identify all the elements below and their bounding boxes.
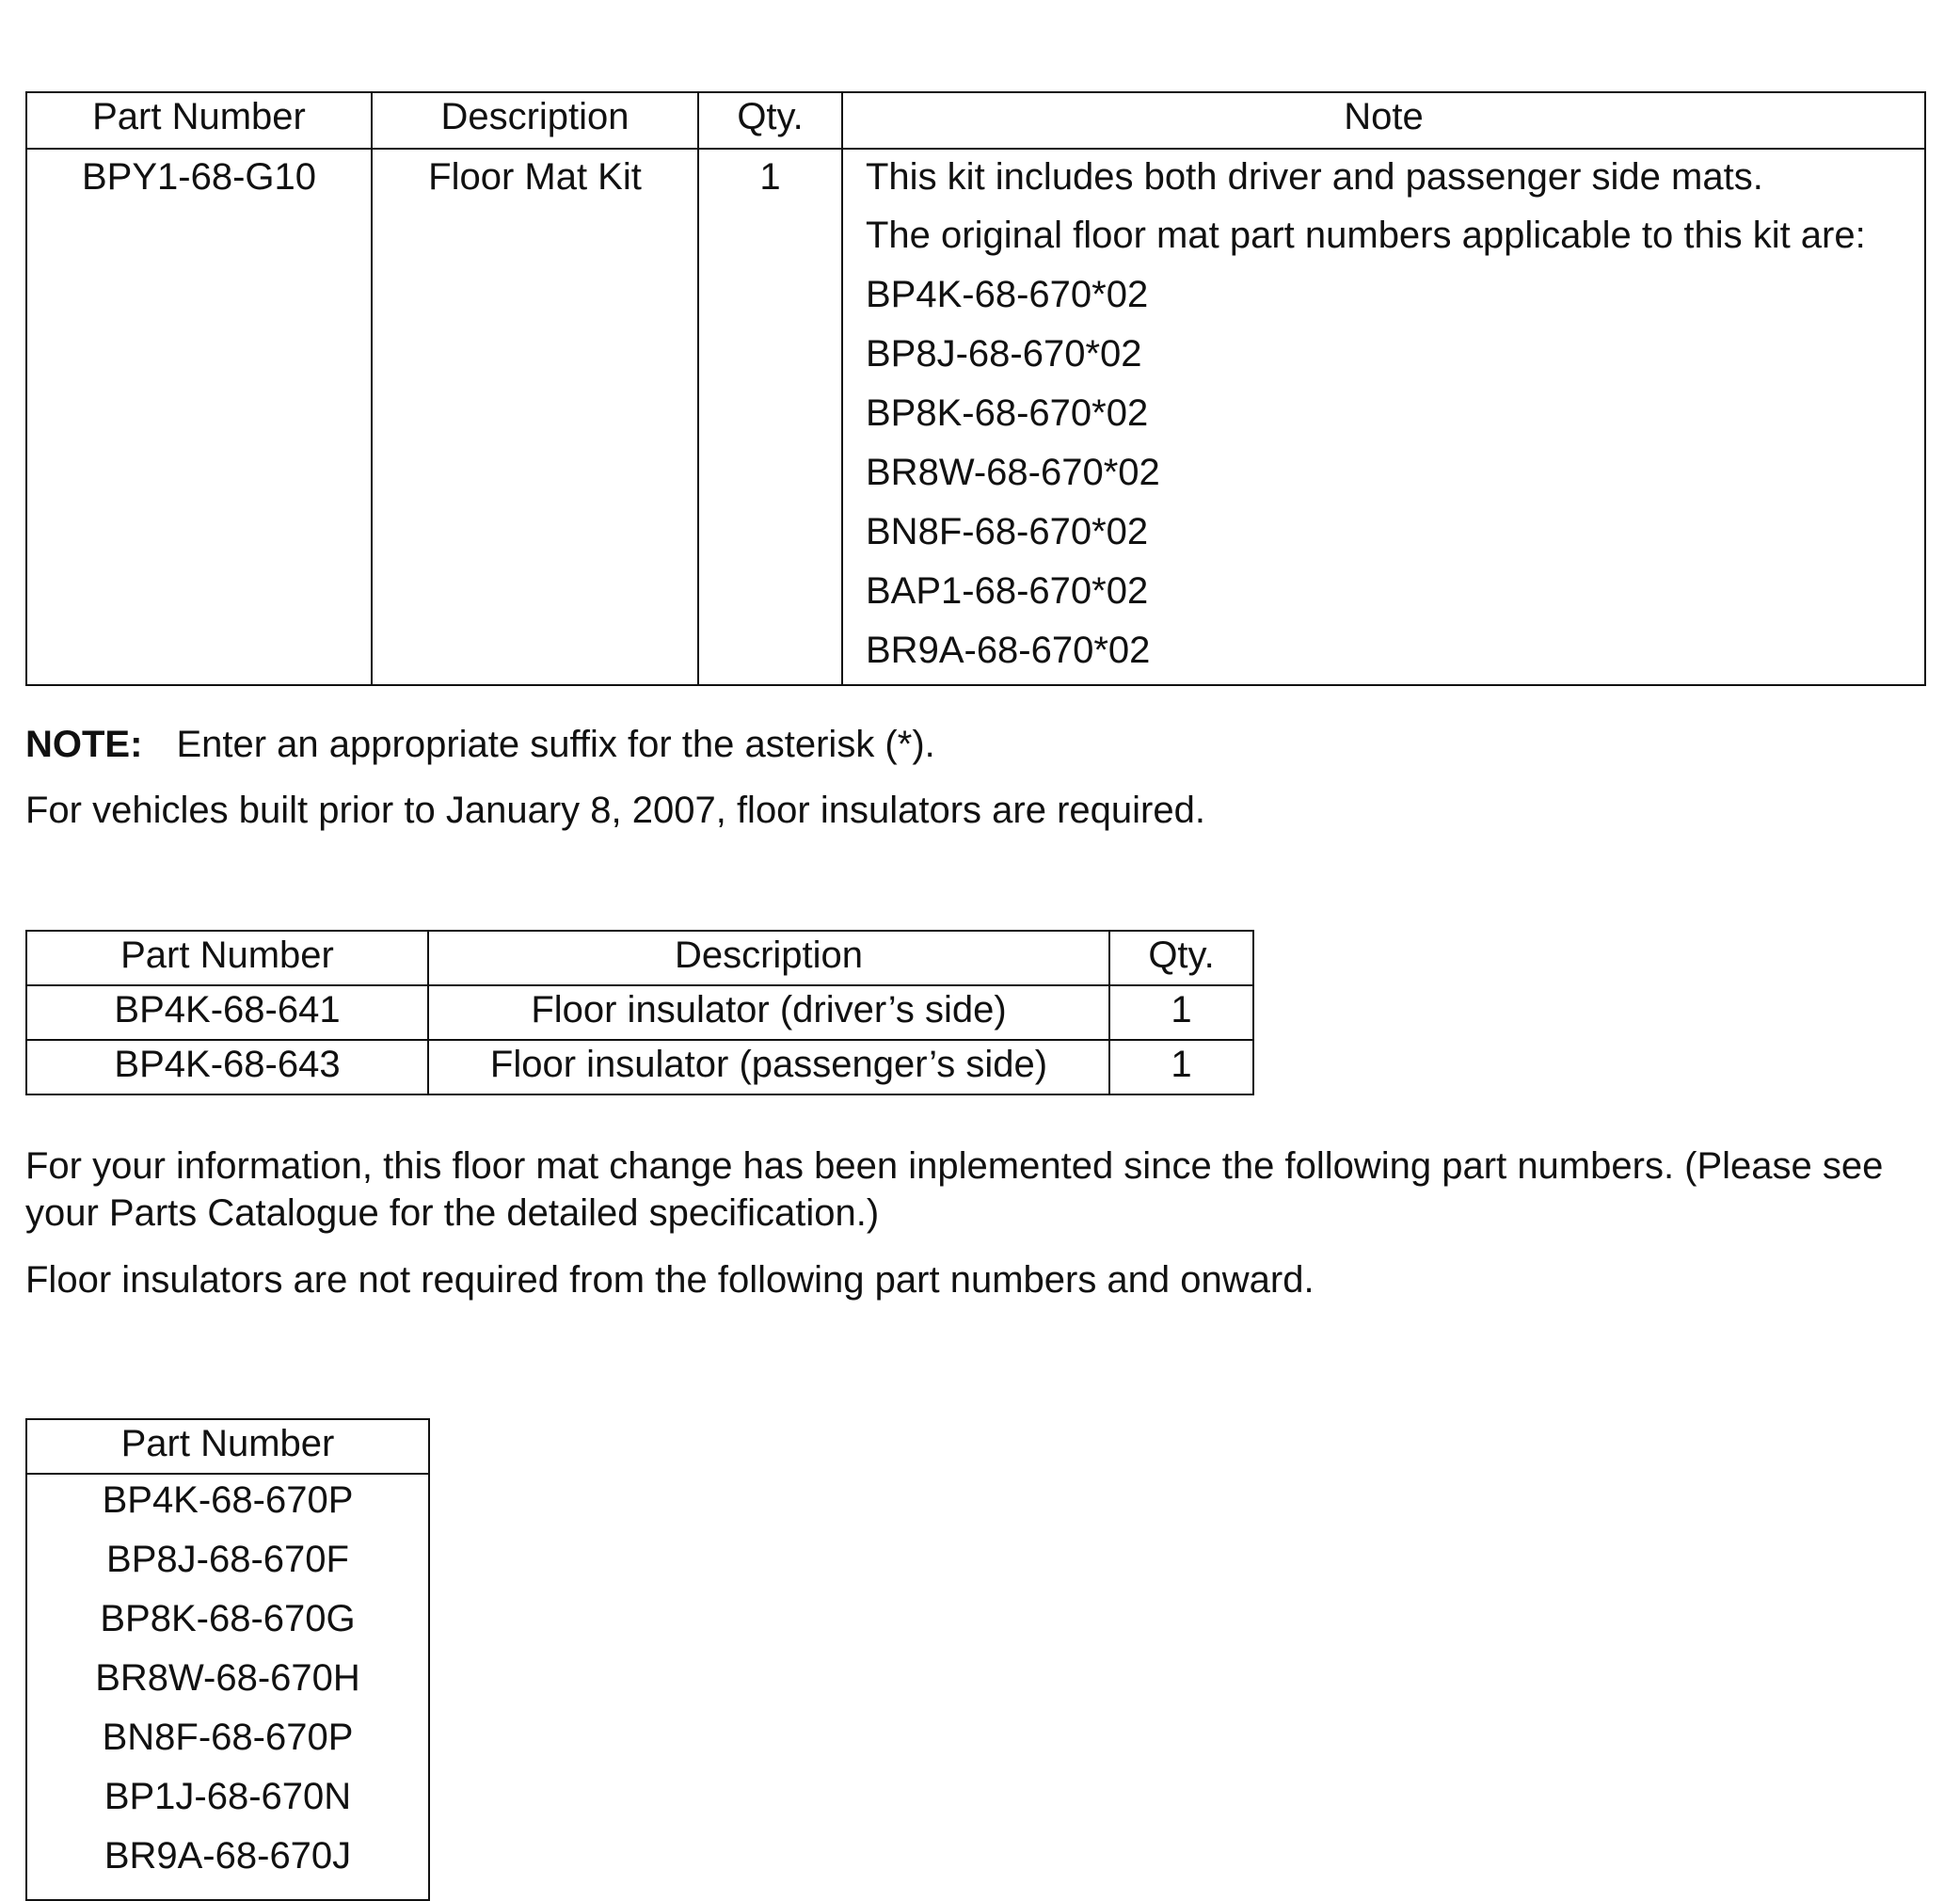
list-item: BP4K-68-670P (102, 1479, 354, 1521)
note-line: BR8W-68-670*02 (866, 452, 1160, 493)
table-header-row (26, 931, 1253, 985)
note-line: The original floor mat part numbers applicable to this kit are: (866, 215, 1866, 256)
info-paragraph-line-2: your Parts Catalogue for the detailed specification.) (25, 1192, 880, 1234)
list-item: BP8K-68-670G (100, 1598, 356, 1639)
insulator-part-number: BP4K-68-643 (26, 1040, 428, 1094)
insulator-qty: 1 (1109, 1040, 1253, 1094)
table-header-row (26, 92, 1925, 149)
table-row (26, 1040, 1253, 1094)
insulator-description: Floor insulator (driver’s side) (428, 985, 1109, 1040)
note-line: BR9A-68-670*02 (866, 630, 1151, 671)
insulator-description: Floor insulator (passenger’s side) (428, 1040, 1109, 1094)
header-description: Description (428, 931, 1109, 985)
table-row (26, 1474, 429, 1900)
part-number-list-cell (26, 1474, 429, 1900)
header-qty: Qty. (698, 92, 842, 149)
floor-mat-kit-table (25, 91, 1926, 686)
kit-part-number: BPY1-68-G10 (26, 149, 372, 685)
list-item: BP8J-68-670F (106, 1539, 349, 1580)
floor-insulator-table (25, 930, 1254, 1095)
note-line: This kit includes both driver and passenger side mats. (866, 156, 1763, 198)
header-note: Note (842, 92, 1925, 149)
not-required-text: Floor insulators are not required from the following part numbers and onward. (25, 1259, 1315, 1301)
header-qty: Qty. (1109, 931, 1253, 985)
table-row (26, 149, 1925, 685)
note-line: BP8K-68-670*02 (866, 392, 1149, 434)
kit-note-cell (842, 149, 1925, 685)
kit-description: Floor Mat Kit (372, 149, 698, 685)
list-item: BP1J-68-670N (104, 1776, 352, 1817)
part-number-table (25, 1418, 430, 1901)
note-line: BP4K-68-670*02 (866, 274, 1149, 315)
header-description: Description (372, 92, 698, 149)
note-line: BP8J-68-670*02 (866, 333, 1142, 375)
header-part-number: Part Number (26, 1419, 429, 1474)
insulator-part-number: BP4K-68-641 (26, 985, 428, 1040)
note-text: Enter an appropriate suffix for the asterisk (*). (176, 724, 935, 765)
info-paragraph-line-1: For your information, this floor mat change has been inplemented since the following part numbers. (Please see (25, 1145, 1884, 1187)
list-item: BN8F-68-670P (102, 1717, 354, 1758)
insulator-requirement-text: For vehicles built prior to January 8, 2007, floor insulators are required. (25, 790, 1205, 831)
table-row (26, 985, 1253, 1040)
list-item: BR8W-68-670H (95, 1657, 360, 1699)
kit-qty: 1 (698, 149, 842, 685)
list-item: BR9A-68-670J (104, 1835, 352, 1877)
header-part-number: Part Number (26, 92, 372, 149)
note-label: NOTE: (25, 724, 143, 765)
note-line: BN8F-68-670*02 (866, 511, 1149, 552)
table-header-row (26, 1419, 429, 1474)
note-paragraph (25, 721, 935, 768)
insulator-qty: 1 (1109, 985, 1253, 1040)
header-part-number: Part Number (26, 931, 428, 985)
note-line: BAP1-68-670*02 (866, 570, 1149, 612)
